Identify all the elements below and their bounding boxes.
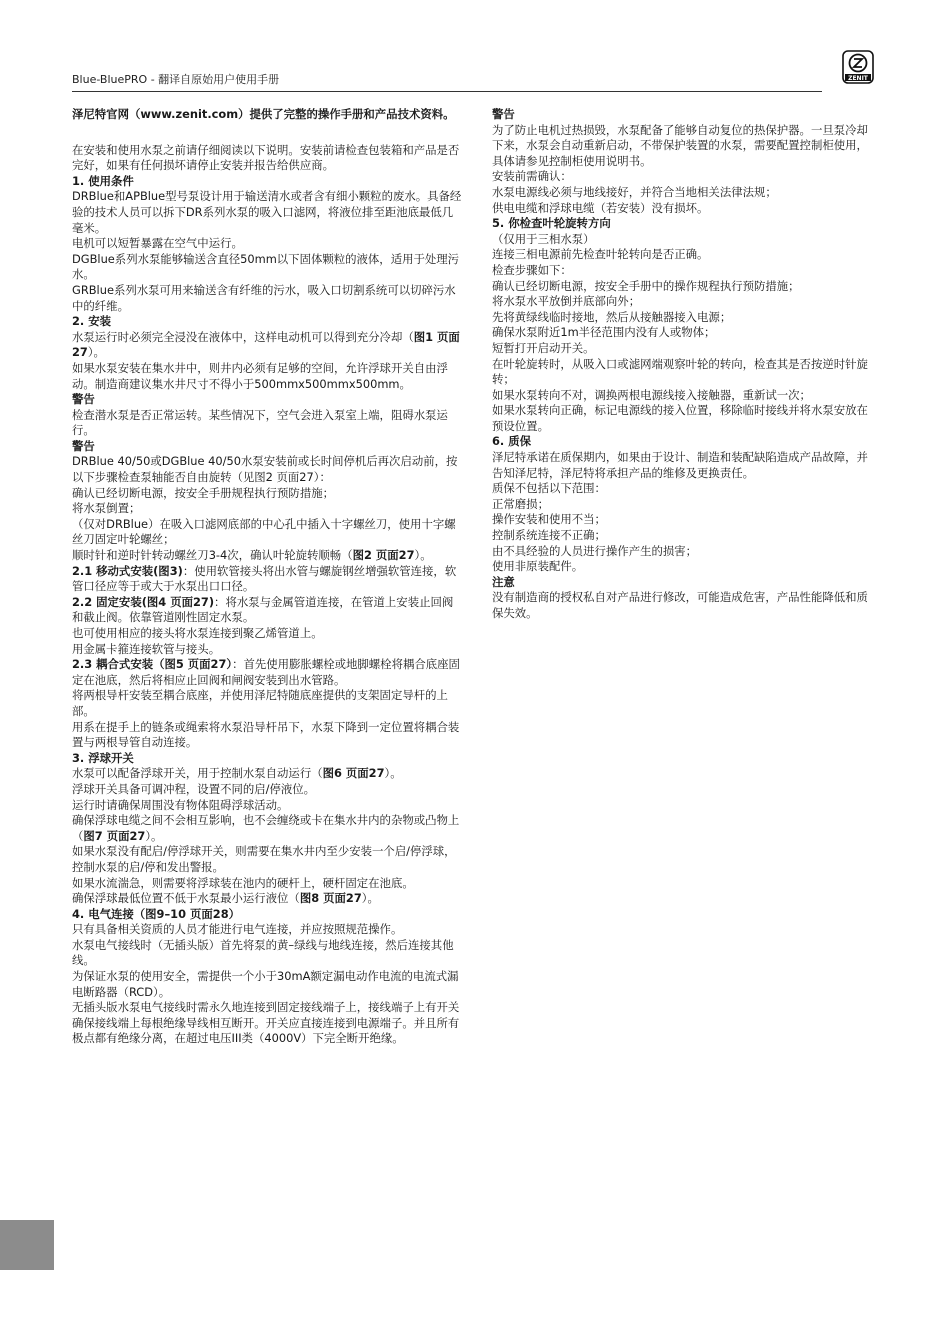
section-2-paragraph-2: 如果水泵安装在集水井中，则井内必须有足够的空间，允许浮球开关自由浮动。制造商建议集水井尺寸不得小于500mmx500mmx500mm。 [72,360,448,391]
section-1-line: 电机可以短暂暴露在空气中运行。 [72,236,243,251]
section-5-line: 确保水泵附近1m半径范围内没有人或物体； [492,325,716,340]
zenit-logo [842,50,874,84]
section-2-2: 2.2 固定安装(图4 页面27)：将水泵与金属管道连接，在管道上安装止回阀和截止阀。依靠管道刚性固定水泵。 [72,594,454,625]
section-4-title: 4. 电气连接（图9–10 页面28） [72,906,241,921]
section-2-2-line: 也可使用相应的接头将水泵连接到聚乙烯管道上。 [72,626,323,640]
section-3-paragraph-1: 水泵可以配备浮球开关，用于控制水泵自动运行（图6 页面27）。 [72,766,402,781]
section-2-2-line: 用金属卡箍连接软管与接头。 [72,641,221,656]
left-column [72,107,464,1047]
document-header-title: Blue-BluePRO - 翻译自原始用户使用手册 [72,73,280,86]
page-edge-tab [0,1220,54,1270]
section-4-paragraph-3: 为保证水泵的使用安全，需提供一个小于30mA额定漏电动作电流的电流式漏电断路器（RCD）。 [72,969,459,999]
section-5-title: 5. 你检查叶轮旋转方向 [492,216,611,231]
section-5-line: 先将黄绿线临时接地，然后从接触器接入电源； [492,309,732,324]
right-warning-line: 为了防止电机过热损毁，水泵配备了能够自动复位的热保护器。一旦泵冷却下来，水泵会自动重新启动，不带保护装置的水泵，需要配置控制柜使用，具体请参见控制柜使用说明书。 [492,122,868,168]
note-title: 注意 [492,574,515,589]
section-2-paragraph-1: 水泵运行时必须完全浸没在液体中，这样电动机可以得到充分冷却（图1 页面27）。 [72,329,460,360]
header-divider [72,91,822,92]
warning-2-title: 警告 [72,438,95,453]
section-5-line: 检查步骤如下： [492,262,572,277]
section-4-paragraph-4: 无插头版水泵电气接线时需永久地连接到固定接线端子上，接线端子上有开关确保接线端上每根绝缘导线相互断开。开关应直接连接到电源端子。并且所有极点都有绝缘分离，在超过电压III类（4000V）下完全断开绝缘。 [72,1000,460,1046]
section-6-line: 泽尼特承诺在质保期内，如果由于设计、制造和装配缺陷造成产品故障，并告知泽尼特，泽尼特将承担产品的维修及更换责任。 [492,450,868,480]
section-4-paragraph-1: 只有具备相关资质的人员才能进行电气连接，并应按照规范操作。 [72,922,403,937]
warning-2-line: 将水泵倒置； [72,501,141,516]
section-2-3-line: 用系在提手上的链条或绳索将水泵沿导杆吊下，水泵下降到一定位置将耦合装置与两根导管自动连接。 [72,719,460,750]
section-2-3: 2.3 耦合式安装（图5 页面27）：首先使用膨胀螺栓或地脚螺栓将耦合底座固定在池底，然后将相应止回阀和闸阀安装到出水管路。 [72,657,460,687]
section-4-paragraph-2: 水泵电气接线时（无插头版）首先将泵的黄–绿线与地线连接，然后连接其他线。 [72,937,454,968]
section-5-line: 将水泵水平放倒并底部向外； [492,294,641,309]
section-5-line: 如果水泵转向不对，调换两根电源线接入接触器，重新试一次； [492,387,811,402]
section-5-line: 如果水泵转向正确，标记电源线的接入位置，移除临时接线并将水泵安放在预设位置。 [492,403,868,433]
section-6-line: 操作安装和使用不当； [492,512,606,527]
section-3-paragraph-4: 确保浮球电缆之间不会相互影响，也不会缠绕或卡在集水井内的杂物或凸物上（图7 页面27）。 [72,813,460,843]
section-2-1: 2.1 移动式安装(图3)：使用软管接头将出水管与螺旋钢丝增强软管连接，软管口径应等于或大于水泵出口口径。 [72,563,457,594]
right-column [492,107,878,622]
warning-2-line: 顺时针和逆时针转动螺丝刀3-4次，确认叶轮旋转顺畅（图2 页面27）。 [72,548,432,563]
intro-paragraph: 在安装和使用水泵之前请仔细阅读以下说明。安装前请检查包装箱和产品是否完好，如果有任何损坏请停止安装并报告给供应商。 [72,142,460,173]
right-warning-title: 警告 [492,107,515,121]
section-1-line: GRBlue系列水泵可用来输送含有纤维的污水，吸入口切割系统可以切碎污水中的纤维。 [72,282,456,313]
section-2-3-line: 将两根导杆安装至耦合底座，并使用泽尼特随底座提供的支架固定导杆的上部。 [72,688,448,718]
intro-bold: 泽尼特官网（www.zenit.com）提供了完整的操作手册和产品技术资料。 [72,107,455,121]
section-2-title: 2. 安装 [72,314,111,329]
section-1-title: 1. 使用条件 [72,173,134,188]
section-6-line: 由不具经验的人员进行操作产生的损害； [492,543,698,558]
section-1-line: DGBlue系列水泵能够输送含直径50mm以下固体颗粒的液体，适用于处理污水。 [72,251,460,282]
section-3-paragraph-6: 如果水流湍急，则需要将浮球装在池内的硬杆上，硬杆固定在池底。 [72,875,414,890]
right-warning-line: 水泵电源线必须与地线接好，并符合当地相关法律法规； [492,184,777,199]
section-3-paragraph-3: 运行时请确保周围没有物体阻碍浮球活动。 [72,797,289,812]
section-3-title: 3. 浮球开关 [72,750,134,765]
section-5-line: 在叶轮旋转时，从吸入口或滤网端观察叶轮的转向，检查其是否按逆时针旋转； [492,356,868,387]
section-5-line: （仅用于三相水泵） [492,231,595,246]
svg-text:ZENIT: ZENIT [848,75,868,82]
section-6-line: 质保不包括以下范围： [492,481,606,496]
section-6-line: 正常磨损； [492,496,549,511]
section-6-line: 控制系统连接不正确； [492,528,606,543]
warning-2-line: （仅对DRBlue）在吸入口滤网底部的中心孔中插入十字螺丝刀，使用十字螺丝刀固定叶轮螺丝； [72,516,456,547]
right-warning-line: 安装前需确认： [492,169,572,184]
section-1-line: DRBlue和APBlue型号泵设计用于输送清水或者含有细小颗粒的废水。具备经验的技术人员可以拆下DR系列水泵的吸入口滤网，将液位排至距池底最低几毫米。 [72,189,462,235]
section-5-line: 短暂打开启动开关。 [492,340,595,355]
note-text: 没有制造商的授权私自对产品进行修改，可能造成危害，产品性能降低和质保失效。 [492,590,868,620]
right-warning-line: 供电电缆和浮球电缆（若安装）没有损坏。 [492,200,709,215]
section-5-line: 连接三相电源前先检查叶轮转向是否正确。 [492,247,709,262]
section-3-paragraph-7: 确保浮球最低位置不低于水泵最小运行液位（图8 页面27）。 [72,891,379,906]
section-3-paragraph-2: 浮球开关具备可调冲程，设置不同的启/停液位。 [72,781,316,796]
warning-1-title: 警告 [72,392,95,407]
section-3-paragraph-5: 如果水泵没有配启/停浮球开关，则需要在集水井内至少安装一个启/停浮球，控制水泵的启/停和发出警报。 [72,844,456,874]
warning-2-line: 确认已经切断电源，按安全手册规程执行预防措施； [72,485,334,500]
section-6-title: 6. 质保 [492,434,531,449]
warning-2-line: DRBlue 40/50或DGBlue 40/50水泵安装前或长时间停机后再次启动前，按以下步骤检查泵轴能否自由旋转（见图2 页面27）： [72,454,458,485]
section-5-line: 确认已经切断电源，按安全手册中的操作规程执行预防措施； [492,278,800,293]
section-6-extra: 使用非原装配件。 [492,559,584,574]
warning-1-text: 检查潜水泵是否正常运转。某些情况下，空气会进入泵室上端，阻碍水泵运行。 [72,407,448,438]
